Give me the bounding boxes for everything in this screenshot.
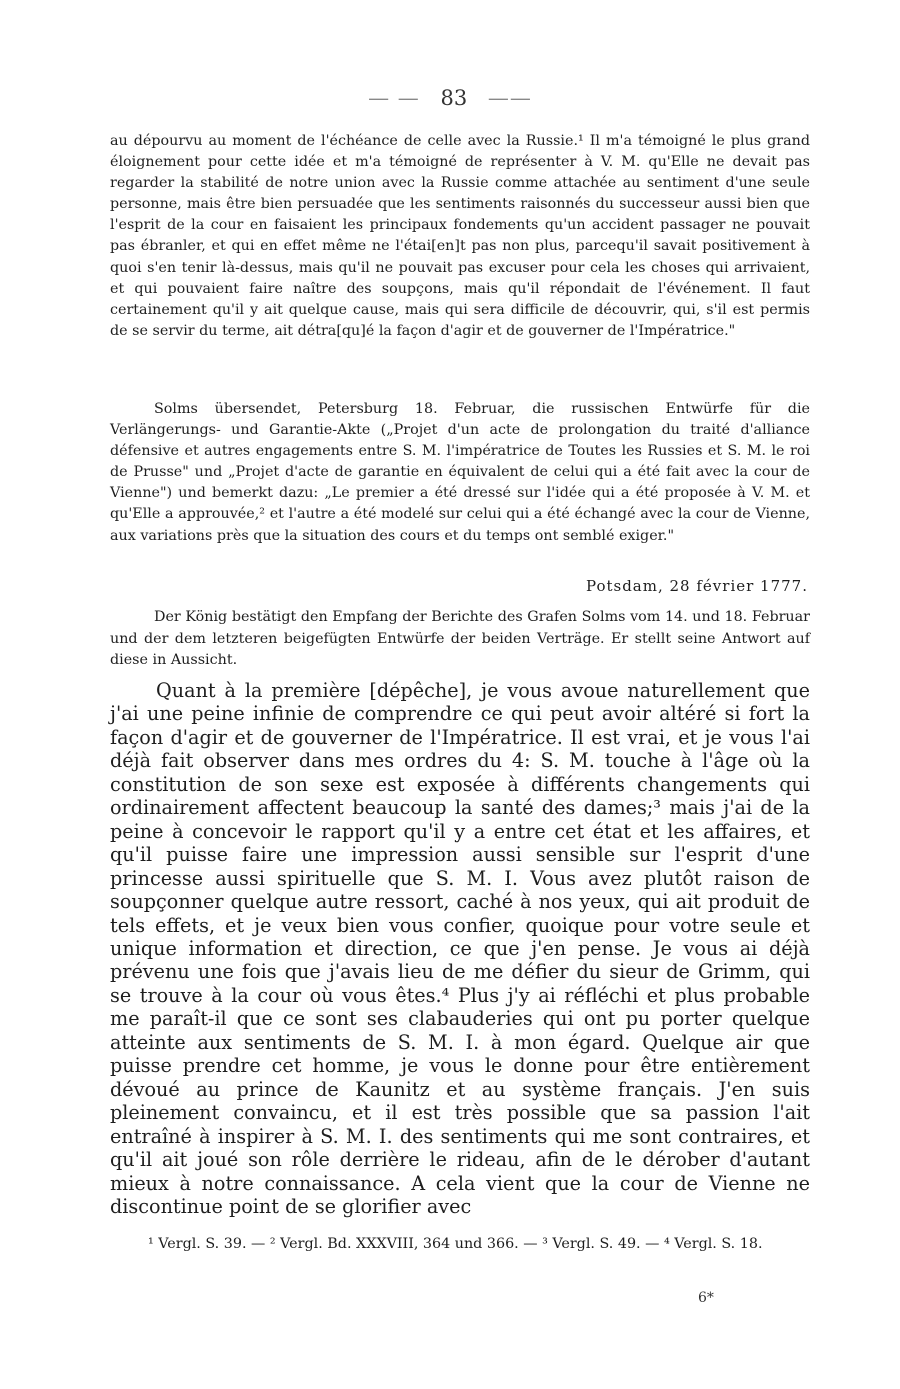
dateline: Potsdam, 28 février 1777. — [585, 577, 808, 595]
summary-paragraph — [110, 607, 810, 672]
header-dash-left: — — — [368, 86, 420, 110]
page-number: 83 — [440, 86, 468, 110]
page-header — [0, 86, 900, 110]
paragraph-continued — [110, 131, 810, 342]
paragraph-text: Solms übersendet, Petersburg 18. Februar, die russischen Entwürfe für die Verlängerungs- und Garantie-Akte („Projet d'un acte de prolongation du traité d'alliance défensive et autres engagements entre S. M. l'impératrice de Toutes les Russies et S. M. le roi de Prusse" und „Projet d'acte de garantie en équivalent de celui qui a été fait avec la cour de Vienne") und bemerkt dazu: „Le premier a été dressé sur l'idée qui a été proposée à V. M. et qu'Elle a approuvée,² et l'autre a été modelé sur celui qui a été échangé avec la cour de Vienne, aux variations près que la situation des cours et du temps ont semblé exiger." — [110, 401, 810, 544]
letter-body — [110, 679, 810, 1218]
header-dash-right: —— — [487, 86, 532, 110]
paragraph-text: au dépourvu au moment de l'échéance de celle avec la Russie.¹ Il m'a témoigné le plus grand éloignement pour cette idée et m'a témoigné de représenter à V. M. qu'Elle ne devait pas regarder la stabilité de notre union avec la Russie comme attachée au sentiment d'une seule personne, mais être bien persuadée que les sentiments raisonnés du successeur aussi bien que l'esprit de la cour en faisaient les principaux fondements qu'un accident passager ne pouvait pas ébranler, et qui en effet même ne l'étai[en]t pas non plus, parcequ'il savait positivement à quoi s'en tenir là-dessus, mais qu'il ne pouvait pas excuser pour cela les choses qui arrivaient, et qui pouvaient faire naître des soupçons, mais qu'il répondait de l'événement. Il faut certainement qu'il y ait quelque cause, mais qui sera difficile de découvrir, qui, s'il est permis de se servir du terme, ait détra[qu]é la façon d'agir et de gouverner de l'Impératrice." — [110, 133, 810, 339]
letter-text: Quant à la première [dépêche], je vous avoue naturellement que j'ai une peine infinie de comprendre ce qui peut avoir altéré si fort la façon d'agir et de gouverner de l'Impératrice. Il est vrai, et je vous l'ai déjà fait observer dans mes ordres du 4: S. M. touche à l'âge où la constitution de son sexe est exposée à différents changements qui ordinairement affectent beaucoup la santé des dames;³ mais j'ai de la peine à concevoir le rapport qu'il y a entre cet état et les affaires, et qu'il puisse faire une impression aussi sensible sur l'esprit d'une princesse aussi spirituelle que S. M. I. Vous avez plutôt raison de soupçonner quelque autre ressort, caché à nos yeux, qui ait produit de tels effets, et je veux bien vous confier, quoique pour votre seule et unique information et direction, ce que j'en pense. Je vous ai déjà prévenu une fois que j'avais lieu de me défier du sieur de Grimm, qui se trouve à la cour où vous êtes.⁴ Plus j'y ai réfléchi et plus probable me paraît-il que ce sont ses clabauderies qui ont pu porter quelque atteinte aux sentiments de S. M. I. à mon égard. Quelque air que puisse prendre cet homme, je vous le donne pour être entièrement dévoué au prince de Kaunitz et au système français. J'en suis pleinement convaincu, et il est très possible que sa passion l'ait entraîné à inspirer à S. M. I. des sentiments qui me sont contraires, et qu'il ait joué son rôle derrière le rideau, afin de le dérober d'autant mieux à notre connaissance. A cela vient que la cour de Vienne ne discontinue point de se glorifier avec — [110, 679, 810, 1218]
footnotes — [110, 1234, 810, 1255]
signature-mark: 6* — [698, 1290, 714, 1306]
summary-text: Der König bestätigt den Empfang der Berichte des Grafen Solms vom 14. und 18. Februar und der dem letzteren beigefügten Entwürfe der beiden Verträge. Er stellt seine Antwort auf diese in Aussicht. — [110, 609, 810, 668]
footnotes-text: ¹ Vergl. S. 39. — ² Vergl. Bd. XXXVIII, 364 und 366. — ³ Vergl. S. 49. — ⁴ Vergl. S. 18. — [148, 1236, 763, 1252]
paragraph-solms — [110, 399, 810, 547]
